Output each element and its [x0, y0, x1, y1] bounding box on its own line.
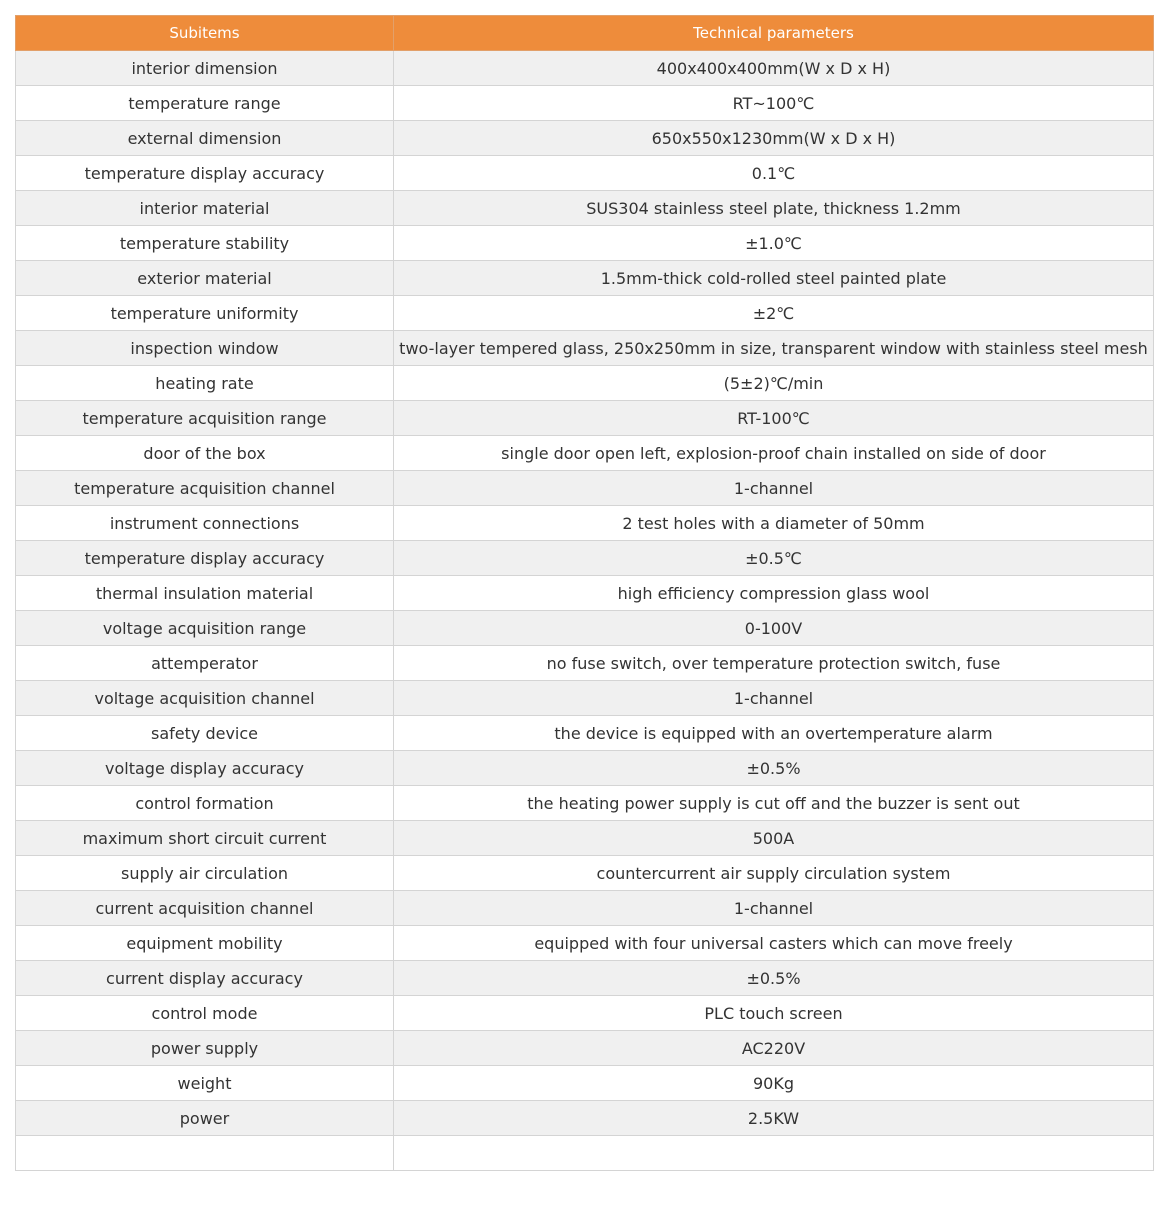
parameter-cell: the device is equipped with an overtemperature alarm — [394, 716, 1154, 751]
header-technical-parameters: Technical parameters — [394, 16, 1154, 51]
subitem-cell: exterior material — [16, 261, 394, 296]
parameter-cell: countercurrent air supply circulation system — [394, 856, 1154, 891]
table-row — [16, 261, 1154, 296]
parameter-cell: no fuse switch, over temperature protection switch, fuse — [394, 646, 1154, 681]
subitem-cell: safety device — [16, 716, 394, 751]
subitem-cell: control mode — [16, 996, 394, 1031]
subitem-cell: thermal insulation material — [16, 576, 394, 611]
table-row — [16, 541, 1154, 576]
subitem-cell: control formation — [16, 786, 394, 821]
subitem-cell: temperature acquisition channel — [16, 471, 394, 506]
subitem-cell: temperature range — [16, 86, 394, 121]
table-row — [16, 226, 1154, 261]
parameter-cell: ±1.0℃ — [394, 226, 1154, 261]
subitem-cell: power supply — [16, 1031, 394, 1066]
table-row — [16, 86, 1154, 121]
parameter-cell: 1-channel — [394, 681, 1154, 716]
table-row — [16, 786, 1154, 821]
subitem-cell: temperature display accuracy — [16, 156, 394, 191]
parameter-cell: RT-100℃ — [394, 401, 1154, 436]
table-row — [16, 926, 1154, 961]
parameter-cell: ±0.5% — [394, 751, 1154, 786]
parameter-cell: 2.5KW — [394, 1101, 1154, 1136]
subitem-cell: equipment mobility — [16, 926, 394, 961]
table-row — [16, 961, 1154, 996]
table-row — [16, 1031, 1154, 1066]
parameter-cell: 0.1℃ — [394, 156, 1154, 191]
parameter-cell: 500A — [394, 821, 1154, 856]
subitem-cell: interior dimension — [16, 51, 394, 86]
table-row — [16, 751, 1154, 786]
parameter-cell: ±0.5% — [394, 961, 1154, 996]
subitem-cell: temperature uniformity — [16, 296, 394, 331]
parameter-cell: 650x550x1230mm(W x D x H) — [394, 121, 1154, 156]
subitem-cell: temperature display accuracy — [16, 541, 394, 576]
table-row — [16, 436, 1154, 471]
subitem-cell: power — [16, 1101, 394, 1136]
parameter-cell: ±0.5℃ — [394, 541, 1154, 576]
table-row — [16, 1101, 1154, 1136]
subitem-cell: voltage acquisition channel — [16, 681, 394, 716]
parameter-cell: the heating power supply is cut off and the buzzer is sent out — [394, 786, 1154, 821]
parameter-cell: 0-100V — [394, 611, 1154, 646]
subitem-cell: heating rate — [16, 366, 394, 401]
subitem-cell — [16, 1136, 394, 1171]
table-row — [16, 506, 1154, 541]
header-subitems: Subitems — [16, 16, 394, 51]
subitem-cell: door of the box — [16, 436, 394, 471]
parameter-cell: ±2℃ — [394, 296, 1154, 331]
table-row — [16, 856, 1154, 891]
subitem-cell: current acquisition channel — [16, 891, 394, 926]
table-row — [16, 156, 1154, 191]
table-row — [16, 1066, 1154, 1101]
subitem-cell: maximum short circuit current — [16, 821, 394, 856]
parameter-cell: 1-channel — [394, 891, 1154, 926]
table-row — [16, 996, 1154, 1031]
table-row — [16, 121, 1154, 156]
table-row — [16, 191, 1154, 226]
technical-parameters-table — [15, 15, 1154, 1171]
table-header-row — [16, 16, 1154, 51]
table-row — [16, 366, 1154, 401]
table-row — [16, 51, 1154, 86]
subitem-cell: voltage display accuracy — [16, 751, 394, 786]
subitem-cell: temperature stability — [16, 226, 394, 261]
parameter-cell: 1.5mm-thick cold-rolled steel painted plate — [394, 261, 1154, 296]
table-row — [16, 331, 1154, 366]
table-row — [16, 716, 1154, 751]
parameter-cell: 400x400x400mm(W x D x H) — [394, 51, 1154, 86]
spec-table-container — [15, 15, 1153, 1171]
table-row — [16, 1136, 1154, 1171]
subitem-cell: temperature acquisition range — [16, 401, 394, 436]
parameter-cell: single door open left, explosion-proof chain installed on side of door — [394, 436, 1154, 471]
parameter-cell: 2 test holes with a diameter of 50mm — [394, 506, 1154, 541]
table-body — [16, 51, 1154, 1171]
table-row — [16, 471, 1154, 506]
subitem-cell: inspection window — [16, 331, 394, 366]
table-row — [16, 891, 1154, 926]
subitem-cell: external dimension — [16, 121, 394, 156]
parameter-cell: (5±2)℃/min — [394, 366, 1154, 401]
parameter-cell: 1-channel — [394, 471, 1154, 506]
table-row — [16, 401, 1154, 436]
subitem-cell: supply air circulation — [16, 856, 394, 891]
parameter-cell: 90Kg — [394, 1066, 1154, 1101]
table-row — [16, 611, 1154, 646]
parameter-cell: high efficiency compression glass wool — [394, 576, 1154, 611]
table-row — [16, 296, 1154, 331]
parameter-cell: equipped with four universal casters which can move freely — [394, 926, 1154, 961]
table-row — [16, 646, 1154, 681]
subitem-cell: attemperator — [16, 646, 394, 681]
subitem-cell: weight — [16, 1066, 394, 1101]
subitem-cell: voltage acquisition range — [16, 611, 394, 646]
subitem-cell: instrument connections — [16, 506, 394, 541]
subitem-cell: interior material — [16, 191, 394, 226]
table-row — [16, 821, 1154, 856]
parameter-cell: SUS304 stainless steel plate, thickness 1.2mm — [394, 191, 1154, 226]
table-row — [16, 681, 1154, 716]
parameter-cell: RT~100℃ — [394, 86, 1154, 121]
subitem-cell: current display accuracy — [16, 961, 394, 996]
parameter-cell: two-layer tempered glass, 250x250mm in size, transparent window with stainless steel mesh — [394, 331, 1154, 366]
parameter-cell — [394, 1136, 1154, 1171]
table-row — [16, 576, 1154, 611]
parameter-cell: AC220V — [394, 1031, 1154, 1066]
parameter-cell: PLC touch screen — [394, 996, 1154, 1031]
